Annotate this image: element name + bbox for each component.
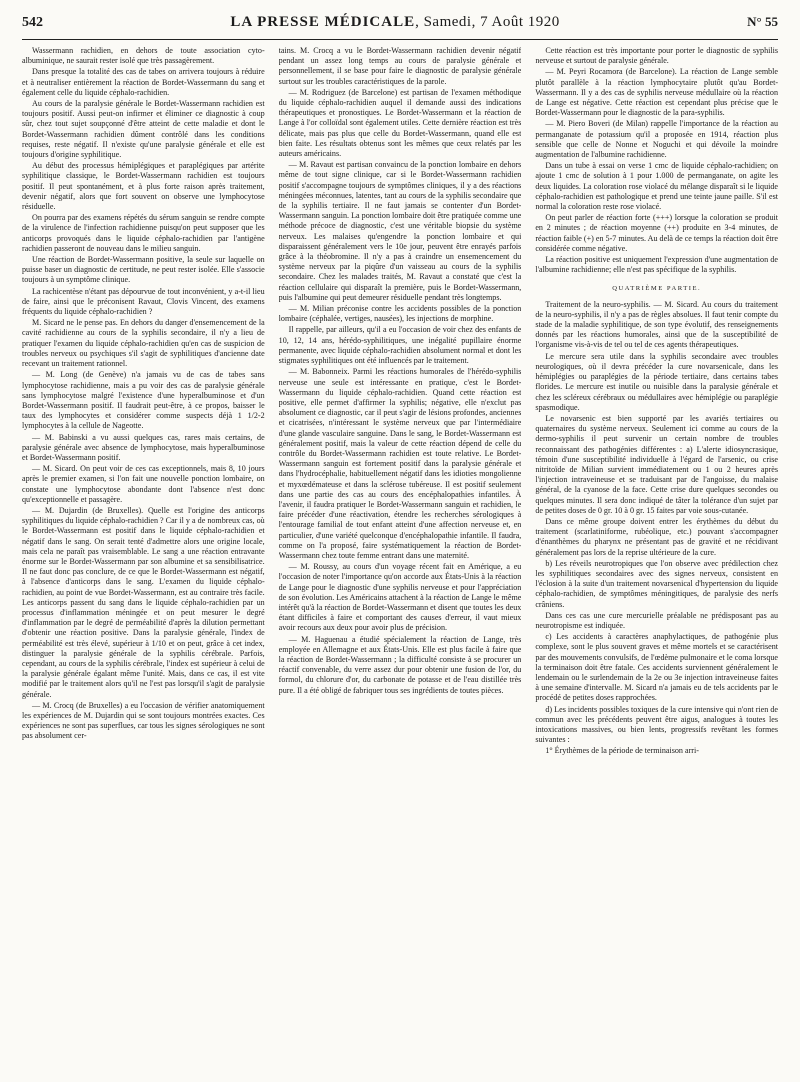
paragraph: 1° Érythèmes de la période de terminaison arri- (545, 746, 699, 756)
paragraph: — M. Piero Boveri (de Milan) rappelle l'importance de la réaction au permanganate de potassium qu'il a proposée en 1914, réaction plus sensible que celle de Nonne et Noguchi et qui dévoile la moindre augmentation de l'albumine rachidienne. (535, 119, 778, 160)
section-heading: QUATRIÈME PARTIE. (612, 285, 702, 293)
paragraph: On peut parler de réaction forte (+++) lorsque la coloration se produit en 2 minutes ; de réaction moyenne (++) produite en 3-4 minutes, de réaction faible (+) en 5-7 minutes. Au delà de ce temps la réaction doit être considérée comme négative. (535, 213, 778, 253)
paragraph: — M. Sicard. On peut voir de ces cas exceptionnels, mais 8, 10 jours après le premier examen, si l'on fait une nouvelle ponction lombaire, on constate une lymphocytose abondante dont l'absence n'est donc qu'exceptionnelle et passagère. (22, 464, 265, 504)
journal-title (230, 14, 559, 31)
paragraph: Cette réaction est très importante pour porter le diagnostic de syphilis nerveuse et surtout de paralysie générale. (535, 46, 778, 66)
paragraph: La rachicentèse n'étant pas dépourvue de tout inconvénient, y a-t-il lieu de faire, ainsi que le préconisent Ravaut, Clovis Vincent, des examens fréquents du liquide céphalo-rachidien ? (22, 286, 265, 317)
paragraph: — M. Long (de Genève) n'a jamais vu de cas de tabes sans lymphocytose rachidienne, mais a pu voir des cas de paralysie générale sans lymphocytose malgré l'existence d'une hyperalbuminose et d'un Bordet-Wassermann positif. Il faudrait peut-être, à ce propos, baisser le taux des lymphocytes et considérer comme suspects déjà 1 1/2-2 lymphocytes à la cellule de Nageotte. (22, 370, 265, 431)
paragraph: Une réaction de Bordet-Wassermann positive, la seule sur laquelle on puisse baser un diagnostic de certitude, ne peut rester isolée. Elle s'associe toujours à un symptôme clinique. (22, 255, 265, 285)
journal-name: LA PRESSE MÉDICALE (230, 14, 416, 30)
paragraph: — M. Ravaut est partisan convaincu de la ponction lombaire en dehors même de tout signe clinique, car si le Bordet-Wassermann rachidien positif s'accompagne toujours de symptômes cliniques, il y a des réactions méningées méconnues, latentes, tant au cours de la syphilis secondaire que de la syphilis tertiaire. Il ne faut jamais se contenter d'un Bordet-Wassermann sanguin. La ponction lombaire doit être pratiquée comme une méthode précoce de diagnostic, c'est une véritable biopsie du système nerveux. Les malaises qu'engendre la ponction lombaire et qui disparaissent généralement vers le 10e jour, peuvent être enrayés parfois grâce à la théobromine. Il n'y a pas à craindre un ensemencement du système nerveux par la piqûre d'un vaisseau au cours de la syphilis secondaire. Chez les malades traités, M. Ravaut a constaté que c'est la réaction cellulaire qui disparaît la première, puis le Bordet-Wassermann, puis l'albumine qui peut demeurer résiduelle pendant très longtemps. (278, 160, 522, 302)
column-middle (279, 46, 522, 1071)
masthead (22, 14, 778, 36)
paragraph: Dans ce même groupe doivent entrer les érythèmes du début du traitement (scarlatiniforme, rubéolique, etc.) pouvant s'accompagner d'énanthèmes du pharynx ne présentant pas de gravité et ne récidivant généralement pas lors de la reprise ultérieure de la cure. (535, 516, 778, 557)
paragraph: Dans un tube à essai on verse 1 cmc de liquide céphalo-rachidien; on ajoute 1 cmc de solution à 1 pour 1.000 de permanganate, on agite les deux liquides. La coloration rose violacé du mélange disparaît si le liquide céphalo-rachidien est pathologique et prend une teinte jaune paille. S'il est normal la coloration reste rose violacé. (535, 161, 778, 212)
column-right (535, 46, 778, 1071)
paragraph: — M. Babonneix. Parmi les réactions humorales de l'hérédo-syphilis nerveuse une seule est intéressante en pratique, c'est le Bordet-Wassermann du liquide céphalo-rachidien. Quand cette réaction est positive, elle permet d'affirmer la syphilis; négative, elle n'exclut pas absolument ce diagnostic, car il peut s'agir de lésions profondes, anciennes et cicatrisées, n'intéressant le système nerveux que par l'intermédiaire d'une glande vasculaire sanguine. Dans le sang, le Bordet-Wassermann est généralement positif, mais la valeur de cette réaction dépend de celle du contrôle du Bordet-Wassermann rachidien est toute relative. Le Bordet-Wassermann sanguin est fortement positif dans la paralysie générale et dans l'hydrocéphalie, habituellement négatif dans les idioties mongolienne et myxœdémateuse et dans la sclérose tubéreuse. Il est positif seulement dans une partie des cas au cours des encéphalopathies infantiles. À l'avenir, il faudra pratiquer le Bordet-Wassermann sanguin et rachidien, le faire précéder d'une réactivation, étendre les recherches sérologiques à l'entourage familial de tout enfant atteint d'une affection nerveuse et, en particulier, d'une variété quelconque d'encéphalopathie infantile. Il faudra, comme on l'a proposé, faire systématiquement la réaction de Bordet-Wassermann chez toute femme entrant dans une maternité. (278, 367, 522, 560)
paragraph: M. Sicard ne le pense pas. En dehors du danger d'ensemencement de la cavité rachidienne au cours de la syphilis secondaire, il n'y a lieu de pratiquer l'examen du liquide céphalo-rachidien qu'en cas de suspicion de troubles nerveux ou psychiques s'il s'agit de syphilitiques d'ancienne date recevant un traitement rationnel. (22, 318, 265, 369)
paragraph: — M. Roussy, au cours d'un voyage récent fait en Amérique, a eu l'occasion de noter l'importance qu'on accorde aux États-Unis à la réaction de Lange pour le diagnostic d'une syphilis nerveuse et pour l'appréciation de son évolution. Les Américains attachent à la réaction de Lange le même intérêt qu'à la réaction de Bordet-Wassermann et disent que toutes les deux étant difficiles à faire et comportant des causes d'erreur, il vaut mieux avoir recours aux deux pour avoir plus de précision. (278, 562, 522, 633)
header-rule (22, 39, 778, 40)
paragraph: Dans ces cas une cure mercurielle préalable ne prédisposant pas au neurotropisme est indiquée. (535, 610, 778, 630)
paragraph: d) Les incidents possibles toxiques de la cure intensive qui n'ont rien de commun avec les précédents peuvent être aigus, analogues à toutes les intoxications massives, ou bien lents, progressifs revêtant les formes suivantes : (535, 704, 778, 745)
page-number: 542 (22, 15, 43, 30)
paragraph: La réaction positive est uniquement l'expression d'une augmentation de l'albumine rachidienne; elle n'est pas spécifique de la syphilis. (535, 255, 778, 275)
paragraph: Traitement de la neuro-syphilis. — M. Sicard. Au cours du traitement de la neuro-syphilis, il n'y a pas de règles absolues. Il faut tenir compte du stade de la maladie syphilitique, de son type évolutif, des renseignements donnés par les réactions humorales, ainsi que de la susceptibilité de l'organisme vis-à-vis de tel ou tel de ces agents thérapeutiques. (535, 299, 778, 350)
paragraph: Le mercure sera utile dans la syphilis secondaire avec troubles neurologiques, où il devra précéder la cure novarsenicale, dans les hémiplégies ou paraplégies de la période tertiaire, dans certains tabes florides. Le mercure est inutile ou nuisible dans la paralysie générale et chez les scléreux cérébraux ou médullaires avec hémiplégie ou paraplégie spasmodique. (535, 351, 778, 412)
paragraph: tains. M. Crocq a vu le Bordet-Wassermann rachidien devenir négatif pendant un assez long temps au cours de paralysie générale et personnellement, il se base pour faire le diagnostic de paralysie générale surtout sur les troubles caractéristiques de la parole. (278, 46, 522, 86)
paragraph: b) Les réveils neurotropiques que l'on observe avec prédilection chez les syphilitiques secondaires avec des signes nerveux, consistent en l'éclosion à la suite d'un traitement novarsenical d'hypertension du liquide céphalo-rachidien, de symptômes méningitiques, de paralysie des nerfs crâniens. (535, 558, 778, 609)
paragraph: — M. Peyri Rocamora (de Barcelone). La réaction de Lange semble plutôt parallèle à la réaction lymphocytaire plutôt qu'au Bordet-Wassermann. Il y a des cas de syphilis nerveuse médullaire où la réaction de Lange est négative. Cette réaction est cependant plus précise que le Bordet-Wassermann pour le diagnostic de la para-syphilis. (535, 67, 778, 118)
paragraph: c) Les accidents à caractères anaphylactiques, de pathogénie plus complexe, sont le plus souvent graves et même mortels et se caractérisent par des mouvements convulsifs, de l'œdème pulmonaire et le coma lorsque la terminaison doit être fatale. Ces accidents surviennent généralement le lendemain ou le surlendemain de la 2e ou 3e injection intraveineuse faites à une semaine d'intervalle. M. Sicard n'a jamais eu de tels accidents par le procédé de petites doses rapprochées. (535, 632, 778, 703)
issue-number: N° 55 (747, 14, 778, 29)
paragraph: Wassermann rachidien, en dehors de toute association cyto-albuminique, ne saurait rester isolé que très passagèrement. (22, 46, 265, 66)
paragraph: Dans presque la totalité des cas de tabes on arrivera toujours à réduire et à neutraliser entièrement la réaction de Bordet-Wassermann du sang et également celle du liquide céphalo-rachidien. (22, 67, 265, 97)
paragraph: — M. Milian préconise contre les accidents possibles de la ponction lombaire (céphalée, vertiges, nausées), les injections de morphine. (278, 304, 522, 324)
paragraph: — M. Rodriguez (de Barcelone) est partisan de l'examen méthodique du liquide céphalo-rachidien auquel il demande aussi des indications thérapeutiques et pronostiques. Le Bordet-Wassermann et la réaction de Lange à l'or colloïdal sont également utiles. Cette dernière réaction est très délicate, mais pas plus que celle du Bordet-Wassermann, quand elle est bien faite. Les résultats obtenus sont les mêmes que ceux relatés par les auteurs américains. (278, 87, 522, 159)
paragraph: Au cours de la paralysie générale le Bordet-Wassermann rachidien est toujours positif. Aussi peut-on infirmer et éliminer ce diagnostic à coup sûr, chez tout sujet soupçonné d'être atteint de cette maladie et dont le Bordet-Wassermann rachidien dûment contrôlé dans les conditions requises, reste négatif. Il n'existe qu'une paralysie générale et elle est toujours d'origine syphilitique. (22, 99, 265, 160)
paragraph: — M. Dujardin (de Bruxelles). Quelle est l'origine des anticorps syphilitiques du liquide céphalo-rachidien ? Car il y a de nombreux cas, où le Bordet-Wassermann est positif dans le liquide céphalo-rachidien et négatif dans le sang. On serait tenté d'admettre alors une origine locale, mais cela ne paraît pas vraisemblable. Le sang a une réaction entravante énorme sur le Bordet-Wassermann par son albumine et sa sensibilisatrice. Il ne faut donc pas conclure, de ce que le Bordet-Wassermann est négatif, à l'absence d'anticorps dans le sang. L'examen du liquide céphalo-rachidien, au point de vue Bordet-Wassermann, est au contraire très facile. Les anticorps passent du sang dans le liquide céphalo-rachidien par un processus d'inflammation méningée et on peut mesurer le degré d'inflammation par le degré de perméabilité d'après la dilution permettant d'obtenir une réaction positive. Dans la paralysie générale, l'index de perméabilité est très élevé, supérieur à 1/10 et on peut, grâce à cet index, distinguer la paralysie générale de la syphilis cérébrale. Parfois, cependant, au cours de la syphilis cérébrale, l'index est supérieur à celui de la paralysie générale égalant même l'unité. Mais, dans ce cas, il est vite modifié par le traitement alors qu'il ne l'est pas lorsqu'il s'agit de paralysie générale. (22, 505, 265, 699)
paragraph: Le novarsenic est bien supporté par les avariés tertiaires ou quaternaires du système nerveux. Seulement ici comme au cours de la dermo-syphilis il peut survenir un certain nombre de troubles reconnaissant des pathogénies différentes : a) L'alerte idiosyncrasique, témoin d'une susceptibilité individuelle à l'égard de l'arsenic, ou crise nitritoïde de Milian survient immédiatement ou 1 ou 2 heures après l'injection intraveineuse et se traduisant par de l'angoisse, du malaise général, de la cyanose de la face. Cette crise dure quelques secondes ou quelques minutes. Il sera donc indiqué de tâter la tolérance d'un sujet par de petites doses de 0 gr. 10 à 0 gr. 15 faites par voie sous-cutanée. (535, 413, 778, 515)
column-left (22, 46, 265, 1071)
paragraph: — M. Babinski a vu aussi quelques cas, rares mais certains, de paralysie générale avec absence de lymphocytose, mais hyperalbuminose et Bordet-Wassermann positif. (22, 432, 265, 462)
paragraph: — M. Crocq (de Bruxelles) a eu l'occasion de vérifier anatomiquement les expériences de M. Dujardin qui se sont toujours montrées exactes. Ces expériences ne sont pas superflues, car tous les signes sérologiques ne sont pas absolument cer- (22, 700, 265, 741)
paragraph: On pourra par des examens répétés du sérum sanguin se rendre compte de la virulence de l'infection rachidienne puisqu'on peut supposer que les anticorps provoqués dans le liquide céphalo-rachidien par l'antigène rachidien passeront de nouveau dans le milieu sanguin. (22, 213, 265, 253)
paragraph: — M. Haguenau a étudié spécialement la réaction de Lange, très employée en Allemagne et aux États-Unis. Elle est plus facile à faire que la réaction de Bordet-Wassermann ; la difficulté consiste à se procurer un réactif convenable, du verre assez dur pour obtenir une fusion de l'or, du formol, du chlorure d'or, du carbonate de potasse et de l'eau distillée très pure. Il a été obligé de fabriquer tous ses ingrédients de toutes pièces. (278, 634, 522, 695)
issue-date: , Samedi, 7 Août 1920 (415, 14, 560, 30)
article-columns (22, 46, 778, 1071)
paragraph: Il rappelle, par ailleurs, qu'il a eu l'occasion de voir chez des enfants de 10, 12, 14 ans, hérédo-syphilitiques, une inégalité pupillaire énorme permanente, avec liquide céphalo-rachidien absolument normal et dont les stigmates syphilitiques ont été influencés par le traitement. (278, 325, 522, 366)
paragraph: Au début des processus hémiplégiques et paraplégiques par artérite syphilitique classique, le Bordet-Wassermann rachidien est toujours positif. Il peut spontanément, et à plus forte raison après traitement, devenir négatif, alors que fort souvent on observe une lymphocytose résiduelle. (22, 161, 265, 212)
